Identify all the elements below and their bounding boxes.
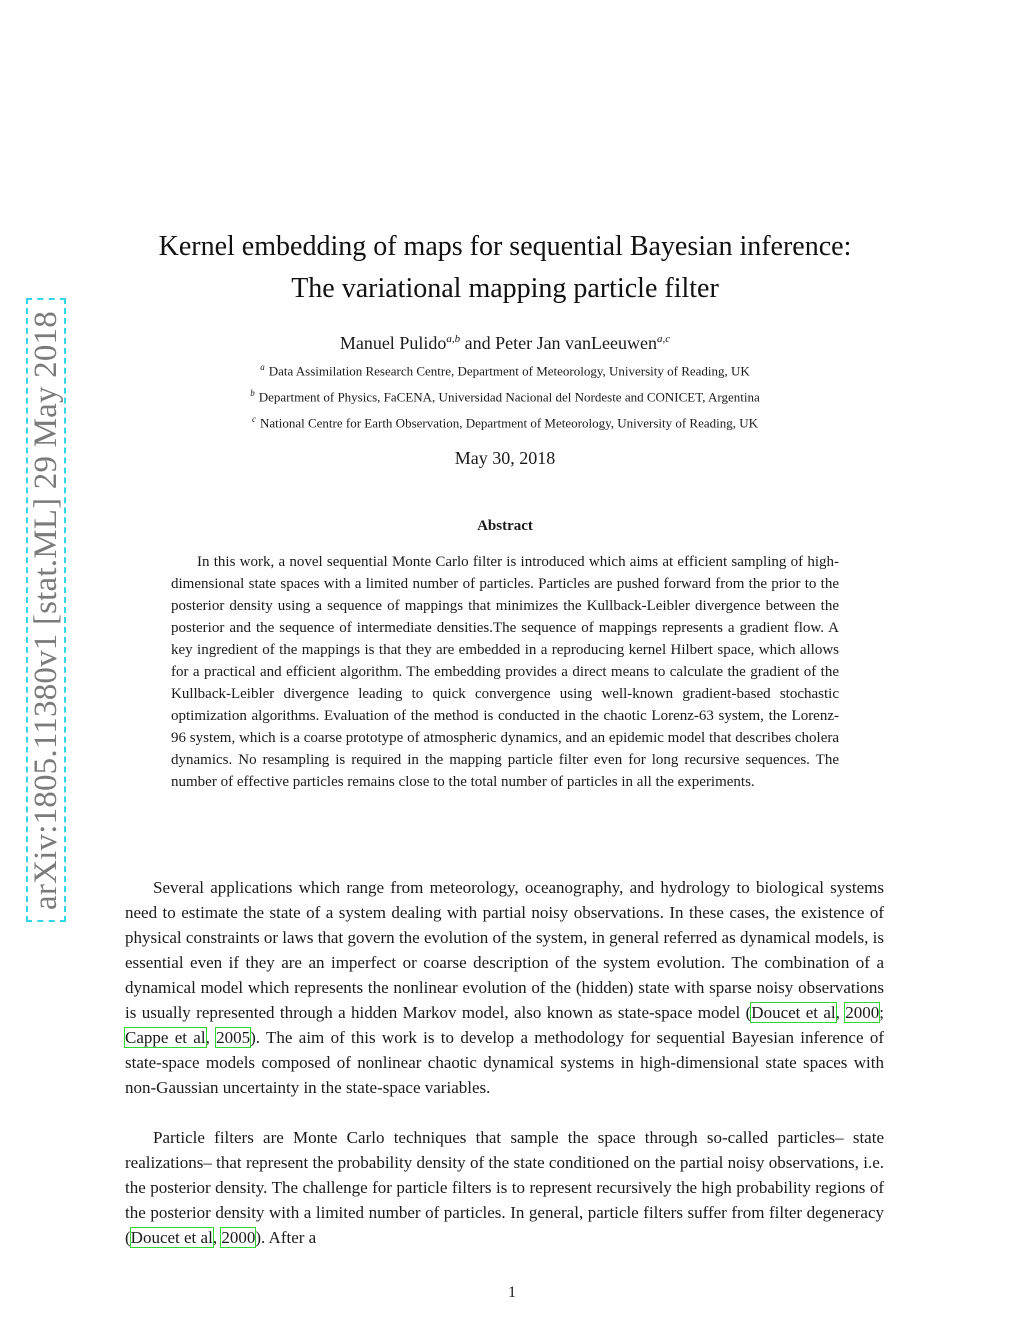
affiliation-mark: a [260, 362, 265, 372]
affiliation-mark: b [250, 388, 255, 398]
affiliation-text: Department of Physics, FaCENA, Universidad Nacional del Nordeste and CONICET, Argentina [258, 389, 760, 405]
author-name: Manuel Pulido [339, 333, 447, 353]
citation-year-link-doucet-2000-b[interactable]: 2000 [221, 1228, 256, 1247]
citation-link-cappe-2005[interactable]: Cappe et al [125, 1028, 206, 1047]
affiliation-a [125, 357, 885, 381]
citation-separator: , [835, 1003, 846, 1022]
body-paragraph-2 [125, 1125, 884, 1250]
citation-link-doucet-2000[interactable]: Doucet et al [751, 1003, 836, 1022]
paragraph-text: Several applications which range from meteorology, oceanography, and hydrology to biological systems need to estimate the state of a system dealing with partial noisy observations. In these cases, the existence of physical constraints or laws that govern the evolution of the system, in general referred as dynamical models, is essential even if they are an imperfect or coarse description of the system evolution. The combination of a dynamical model which represents the nonlinear evolution of the (hidden) state with sparse noisy observations is usually represented through a hidden Markov model, also known as state-space model ( [125, 878, 884, 1022]
title-line-2: The variational mapping particle filter [291, 273, 719, 304]
paragraph-text: ). The aim of this work is to develop a methodology for sequential Bayesian inference of state-space models composed of nonlinear chaotic dynamical systems in high-dimensional state spaces with non-Gaussian uncertainty in the state-space variables. [125, 1028, 884, 1097]
body-paragraph-1 [125, 875, 884, 1100]
affiliation-text: Data Assimilation Research Centre, Department of Meteorology, University of Reading, UK [268, 363, 750, 379]
author-affiliation-mark: a,b [446, 333, 461, 345]
citation-year-link-cappe-2005[interactable]: 2005 [216, 1028, 251, 1047]
paper-date: May 30, 2018 [454, 448, 556, 468]
affiliation-b [125, 383, 885, 407]
abstract-heading: Abstract [477, 518, 533, 534]
citation-separator: , [212, 1228, 222, 1247]
page-number: 1 [508, 1284, 516, 1301]
arxiv-identifier: arXiv:1805.11380v1 [stat.ML] 29 May 2018 [27, 310, 64, 910]
citation-separator: , [205, 1028, 217, 1047]
author-connector: and [460, 333, 496, 353]
paragraph-text: ). After a [255, 1228, 317, 1247]
citation-link-doucet-2000-b[interactable]: Doucet et al [130, 1228, 213, 1247]
author-affiliation-mark: a,c [657, 333, 671, 345]
paper-title [125, 226, 885, 310]
author-list [125, 326, 885, 356]
author-name: Peter Jan vanLeeuwen [495, 333, 658, 353]
citation-year-link-doucet-2000[interactable]: 2000 [845, 1003, 880, 1022]
paragraph-text: Particle filters are Monte Carlo techniques that sample the space through so-called particles– state realizations– that represent the probability density of the state conditioned on the partial noisy observations, i.e. the posterior density. The challenge for particle filters is to represent recursively the high probability regions of the posterior density with a limited number of particles. In general, particle filters suffer from filter degeneracy ( [125, 1128, 884, 1247]
affiliation-text: National Centre for Earth Observation, Department of Meteorology, University of Reading, UK [259, 415, 759, 431]
arxiv-stamp[interactable] [26, 298, 66, 922]
affiliation-mark: c [251, 414, 256, 424]
citation-separator: ; [879, 1003, 885, 1022]
abstract-text: In this work, a novel sequential Monte Carlo filter is introduced which aims at efficient sampling of high-dimensional state spaces with a limited number of particles. Particles are pushed forward from the prior to the posterior density using a sequence of mappings that minimizes the Kullback-Leibler divergence between the posterior and the sequence of intermediate densities.The sequence of mappings represents a gradient flow. A key ingredient of the mappings is that they are embedded in a reproducing kernel Hilbert space, which allows for a practical and efficient algorithm. The embedding provides a direct means to calculate the gradient of the Kullback-Leibler divergence leading to quick convergence using well-known gradient-based stochastic optimization algorithms. Evaluation of the method is conducted in the chaotic Lorenz-63 system, the Lorenz-96 system, which is a coarse prototype of atmospheric dynamics, and an epidemic model that describes cholera dynamics. No resampling is required in the mapping particle filter even for long recursive sequences. The number of effective particles remains close to the total number of particles in all the experiments. [171, 554, 839, 790]
title-line-1: Kernel embedding of maps for sequential Bayesian inference: [158, 231, 852, 262]
affiliation-c [125, 409, 885, 433]
